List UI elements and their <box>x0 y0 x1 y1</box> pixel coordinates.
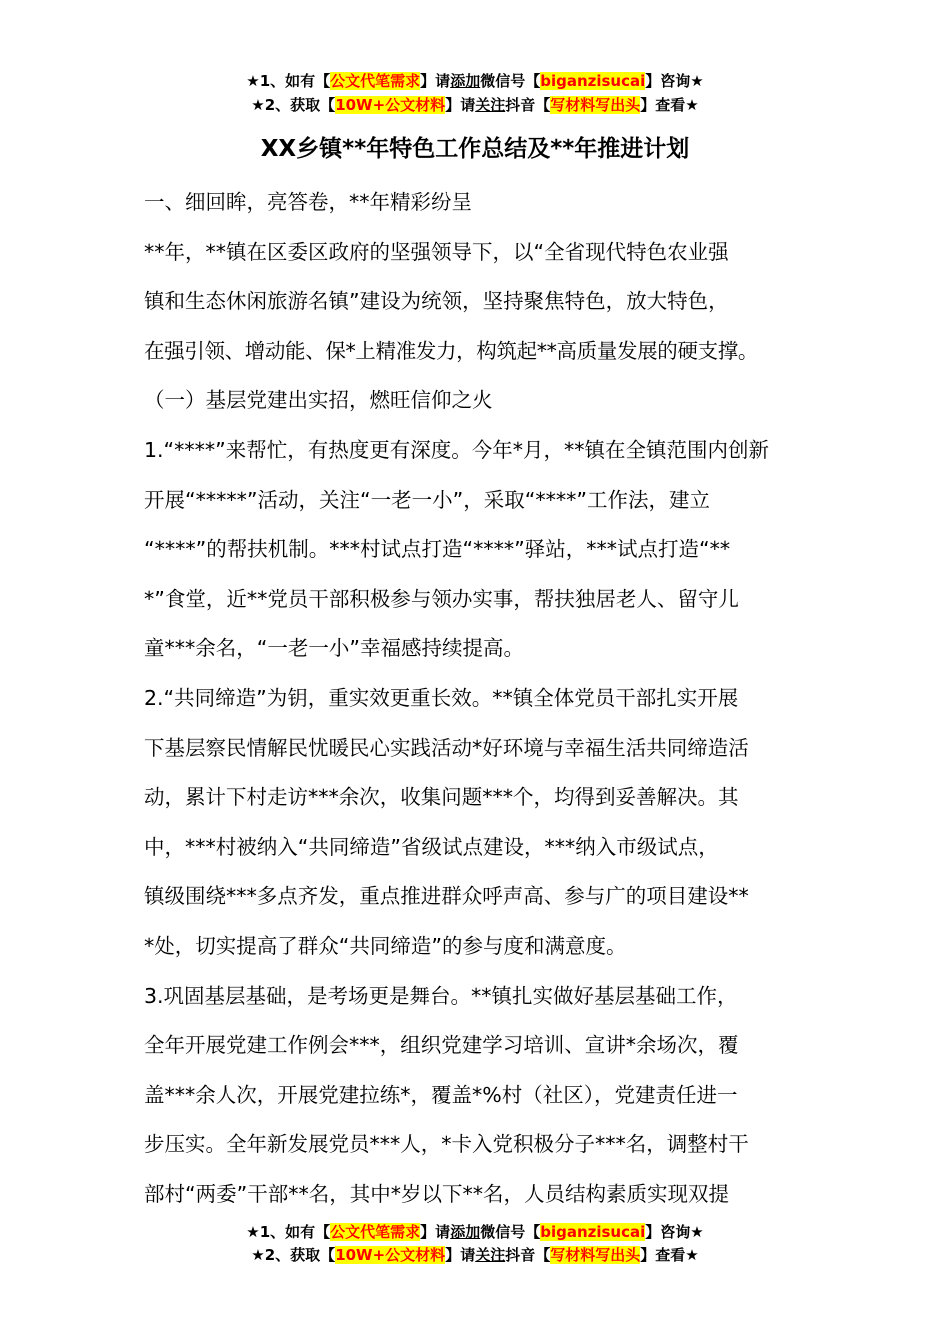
header-banner-line-1 <box>0 70 950 92</box>
banner-highlight-materials: 10W+公文材料 <box>335 96 446 114</box>
header-banner-line-2 <box>0 94 950 116</box>
banner-text: 】查看★ <box>640 96 699 114</box>
text-line: 部村“两委”干部**名，其中*岁以下**名，人员结构素质实现双提 <box>144 1181 729 1206</box>
paragraph-2 <box>144 674 816 972</box>
text-line: （一）基层党建出实招，燃旺信仰之火 <box>144 388 493 413</box>
banner-highlight-douyin: 写材料写出头 <box>550 96 641 114</box>
text-line: 全年开展党建工作例会***，组织党建学习培训、宣讲*余场次，覆 <box>144 1033 739 1058</box>
banner-text: 】请 <box>420 1223 451 1241</box>
banner-highlight-douyin: 写材料写出头 <box>550 1246 641 1264</box>
paragraph-1 <box>144 426 816 674</box>
banner-text: 】请 <box>420 72 451 90</box>
banner-text: 】咨询★ <box>645 1223 704 1241</box>
banner-text: ★1、如有【 <box>246 72 331 90</box>
banner-emphasis: 添加 <box>450 1223 481 1241</box>
text-line: 1.“****”来帮忙，有热度更有深度。今年*月，**镇在全镇范围内创新 <box>144 437 770 462</box>
text-line: 在强引领、增动能、保*上精准发力，构筑起**高质量发展的硬支撑。 <box>144 338 759 363</box>
banner-text: 抖音【 <box>505 96 551 114</box>
footer-banner-line-2 <box>0 1244 950 1266</box>
text-line: 2.“共同缔造”为钥，重实效更重长效。**镇全体党员干部扎实开展 <box>144 685 739 710</box>
text-line: 动，累计下村走访***余次，收集问题***个，均得到妥善解决。其 <box>144 785 739 810</box>
document-title: XX乡镇**年特色工作总结及**年推进计划 <box>260 136 690 162</box>
banner-highlight-materials: 10W+公文材料 <box>335 1246 446 1264</box>
paragraph-3 <box>144 972 816 1220</box>
banner-highlight-service: 公文代笔需求 <box>330 72 421 90</box>
text-line: 下基层察民情解民忧暖民心实践活动*好环境与幸福生活共同缔造活 <box>144 735 749 760</box>
banner-highlight-wechat-id: biganzisucai <box>540 1223 646 1241</box>
banner-emphasis: 添加 <box>450 72 481 90</box>
text-line: 童***余名，“一老一小”幸福感持续提高。 <box>144 636 524 661</box>
section-heading <box>144 178 816 228</box>
text-line: **年，**镇在区委区政府的坚强领导下，以“全省现代特色农业强 <box>144 239 729 264</box>
text-line: 镇和生态休闲旅游名镇”建设为统领，坚持聚焦特色，放大特色， <box>144 289 729 314</box>
footer-banner-line-1 <box>0 1221 950 1243</box>
banner-highlight-wechat-id: biganzisucai <box>540 72 646 90</box>
text-line: “****”的帮扶机制。***村试点打造“****”驿站，***试点打造“** <box>144 537 731 562</box>
text-line: 3.巩固基层基础，是考场更是舞台。**镇扎实做好基层基础工作， <box>144 983 738 1008</box>
banner-highlight-service: 公文代笔需求 <box>330 1223 421 1241</box>
subsection-heading <box>144 376 816 426</box>
banner-text: ★2、获取【 <box>251 1246 336 1264</box>
text-line: *处，切实提高了群众“共同缔造”的参与度和满意度。 <box>144 933 627 958</box>
banner-text: 抖音【 <box>505 1246 551 1264</box>
text-line: 中，***村被纳入“共同缔造”省级试点建设，***纳入市级试点， <box>144 834 719 859</box>
banner-text: ★2、获取【 <box>251 96 336 114</box>
text-line: 一、细回眸，亮答卷，**年精彩纷呈 <box>144 190 472 214</box>
text-line: 镇级围绕***多点齐发，重点推进群众呼声高、参与广的项目建设** <box>144 884 749 909</box>
intro-paragraph <box>144 228 816 377</box>
text-line: 步压实。全年新发展党员***人，*卡入党积极分子***名，调整村干 <box>144 1132 749 1157</box>
banner-text: 微信号【 <box>480 1223 541 1241</box>
text-line: *”食堂，近**党员干部积极参与领办实事，帮扶独居老人、留守儿 <box>144 586 739 611</box>
text-line: 盖***余人次，开展党建拉练*，覆盖*%村（社区），党建责任进一 <box>144 1082 738 1107</box>
banner-emphasis: 关注 <box>475 1246 506 1264</box>
banner-text: 】查看★ <box>640 1246 699 1264</box>
banner-emphasis: 关注 <box>475 96 506 114</box>
banner-text: 】咨询★ <box>645 72 704 90</box>
banner-text: 】请 <box>445 96 476 114</box>
banner-text: ★1、如有【 <box>246 1223 331 1241</box>
banner-text: 】请 <box>445 1246 476 1264</box>
document-body <box>144 178 816 1219</box>
banner-text: 微信号【 <box>480 72 541 90</box>
text-line: 开展“*****”活动，关注“一老一小”，采取“****”工作法，建立 <box>144 487 710 512</box>
